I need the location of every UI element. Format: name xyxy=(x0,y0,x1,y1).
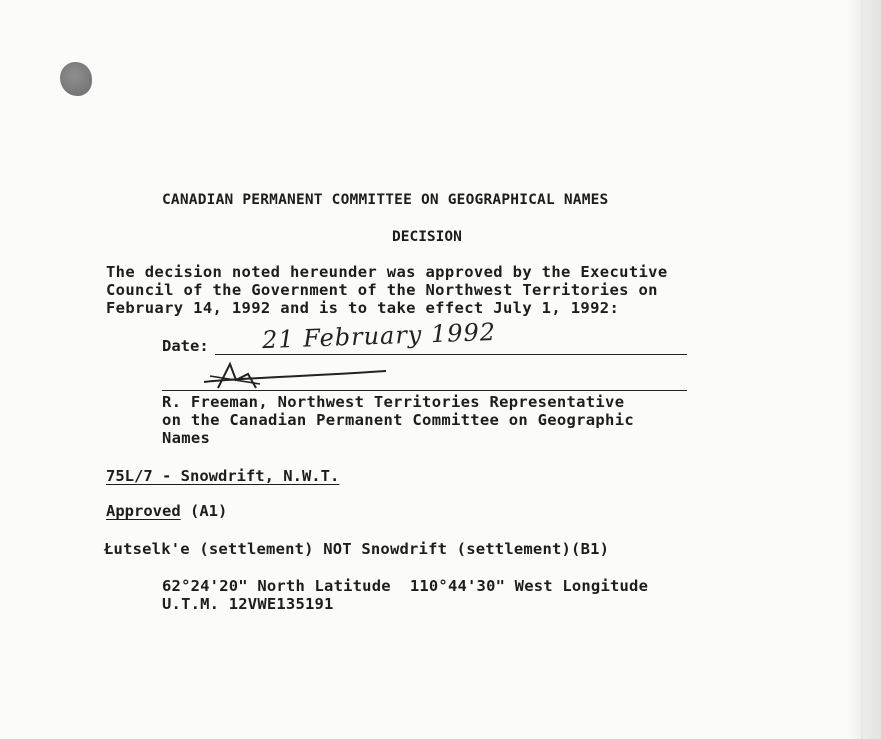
name-decision: Łutselk'e (settlement) NOT Snowdrift (settlement)(B1) xyxy=(104,540,610,558)
approval-code: (A1) xyxy=(190,502,228,520)
date-underline xyxy=(215,354,687,355)
handwritten-date: 21 February 1992 xyxy=(261,317,497,355)
coordinates xyxy=(162,577,648,613)
lat-long: 62°24'20" North Latitude 110°44'30" West Longitude xyxy=(162,577,649,595)
approval-status: Approved xyxy=(106,502,181,520)
intro-paragraph: The decision noted hereunder was approved by the Executive Council of the Government of the Northwest Territories on February 14, 1992 and is to take effect July 1, 1992: xyxy=(106,263,668,317)
date-label: Date: xyxy=(162,337,209,355)
punch-hole xyxy=(60,62,92,96)
document-subtitle: DECISION xyxy=(392,229,462,245)
signature-mark xyxy=(196,358,396,392)
approval-row xyxy=(106,502,227,520)
signatory-text: R. Freeman, Northwest Territories Representative on the Canadian Permanent Committee on Geographic Names xyxy=(162,393,634,447)
document-title: CANADIAN PERMANENT COMMITTEE ON GEOGRAPHICAL NAMES xyxy=(162,192,609,208)
signature-line xyxy=(162,390,687,391)
page-edge-shadow xyxy=(847,0,881,739)
page-edge-line xyxy=(861,0,863,739)
map-reference: 75L/7 - Snowdrift, N.W.T. xyxy=(106,467,340,485)
utm-reference: U.T.M. 12VWE135191 xyxy=(162,595,334,613)
